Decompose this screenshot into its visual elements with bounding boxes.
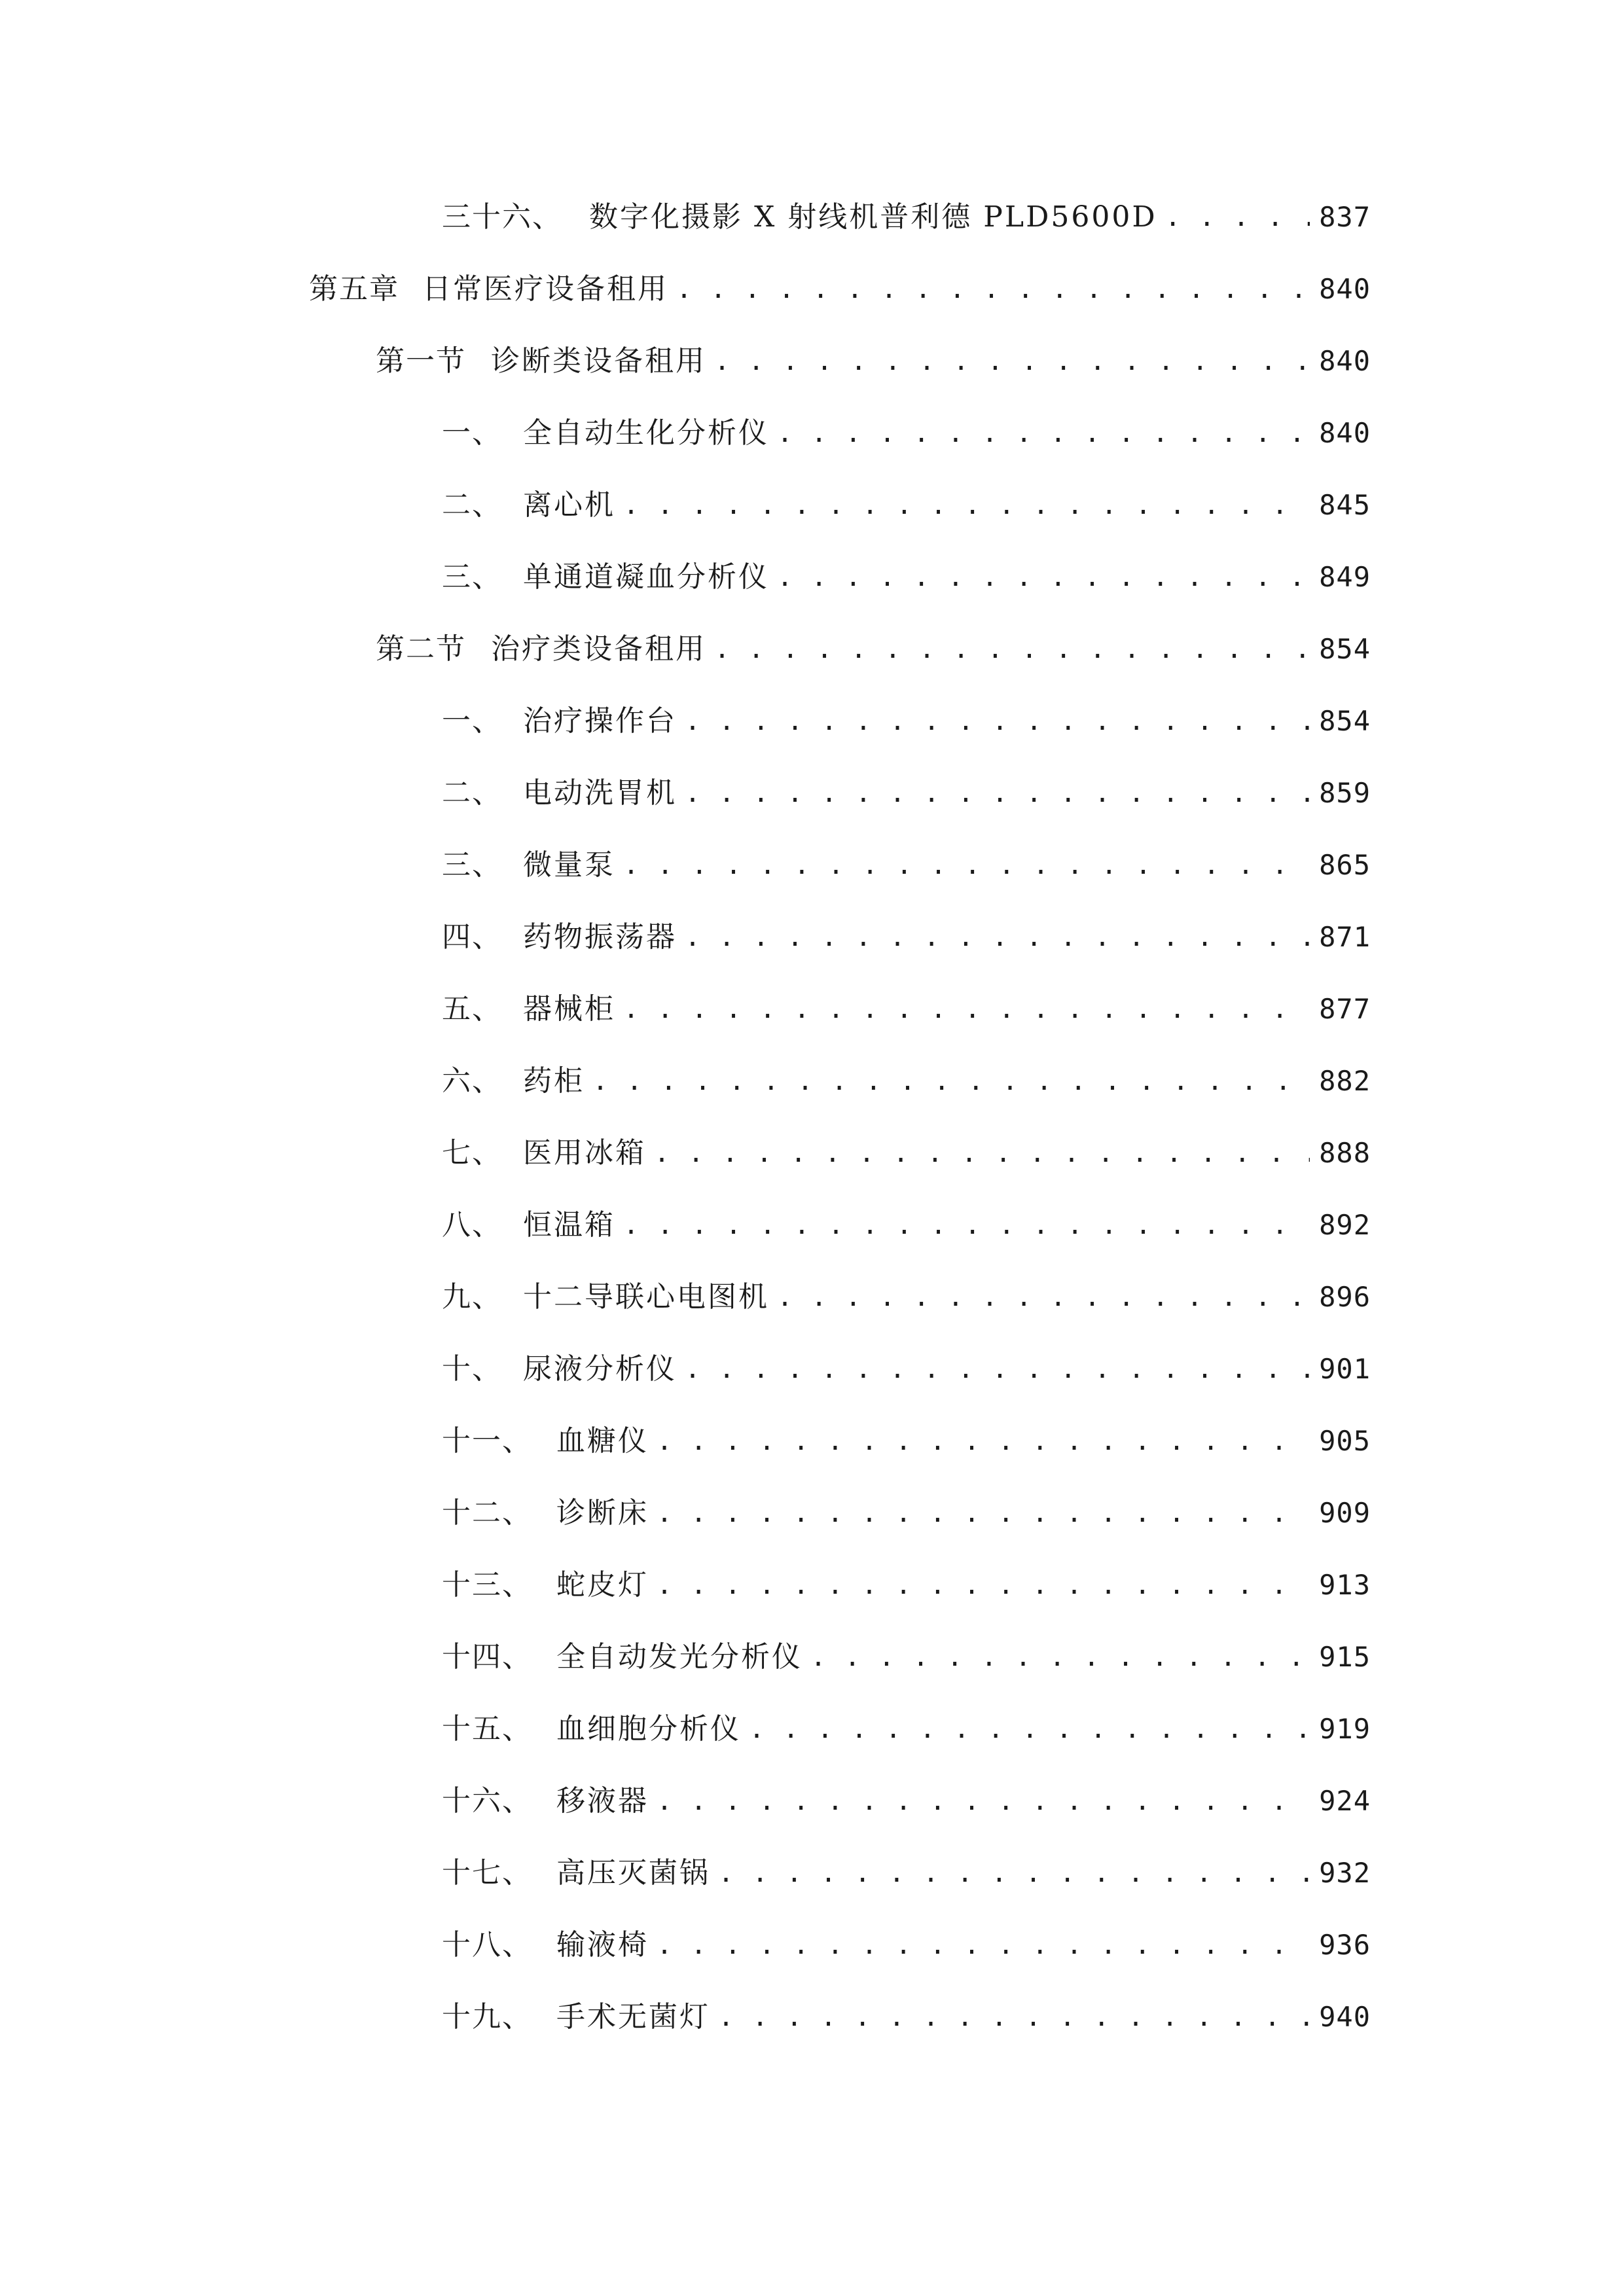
toc-entry-item[interactable]	[442, 914, 1371, 960]
dot-leader	[810, 1634, 1310, 1680]
toc-entry-item[interactable]	[442, 1418, 1371, 1464]
toc-entry-page: 845	[1319, 489, 1371, 521]
dot-leader	[718, 1994, 1310, 2040]
dot-leader	[714, 338, 1310, 384]
toc-entry-title: 尿液分析仪	[523, 1352, 677, 1386]
toc-entry-page: 892	[1319, 1209, 1371, 1241]
toc-entry-title: 药柜	[523, 1064, 585, 1098]
toc-entry-item[interactable]	[442, 482, 1371, 528]
toc-entry-title: 电动洗胃机	[523, 776, 677, 810]
dot-leader	[685, 1346, 1310, 1392]
toc-entry-page: 840	[1319, 273, 1371, 305]
toc-entry-number: 十六、	[442, 1784, 532, 1818]
dot-leader	[657, 1922, 1310, 1968]
dot-leader	[749, 1706, 1310, 1752]
toc-entry-number: 七、	[442, 1136, 502, 1170]
toc-entry-title: 诊断类设备租用	[491, 344, 706, 378]
toc-entry-title: 高压灭菌锅	[556, 1856, 710, 1890]
toc-entry-page: 936	[1319, 1929, 1371, 1961]
toc-entry-number: 一、	[442, 416, 502, 450]
toc-entry-item[interactable]	[442, 1058, 1371, 1104]
dot-leader	[714, 626, 1310, 672]
toc-entry-page: 913	[1319, 1569, 1371, 1601]
toc-entry-title: 手术无菌灯	[556, 2000, 710, 2034]
toc-entry-section-2[interactable]	[376, 626, 1371, 672]
toc-entry-number: 十五、	[442, 1712, 532, 1746]
toc-entry-title: 全自动生化分析仪	[523, 416, 769, 450]
toc-entry-page: 915	[1319, 1641, 1371, 1673]
toc-entry-page: 854	[1319, 705, 1371, 737]
toc-entry-title: 恒温箱	[523, 1208, 615, 1242]
dot-leader	[657, 1490, 1310, 1536]
toc-entry-title: 数字化摄影 X 射线机普利德 PLD5600D	[589, 200, 1157, 234]
dot-leader	[676, 266, 1310, 312]
dot-leader	[623, 482, 1310, 528]
toc-entry-title: 日常医疗设备租用	[422, 272, 668, 306]
toc-entry-number: 十二、	[442, 1496, 532, 1530]
dot-leader	[592, 1058, 1310, 1104]
toc-entry-number: 十九、	[442, 2000, 532, 2034]
toc-entry-item[interactable]	[442, 554, 1371, 600]
toc-entry-number: 十八、	[442, 1928, 532, 1962]
toc-entry-page: 840	[1319, 417, 1371, 449]
dot-leader	[685, 770, 1310, 816]
toc-entry-page: 837	[1319, 201, 1371, 233]
toc-entry-title: 血糖仪	[556, 1424, 649, 1458]
toc-entry-number: 一、	[442, 704, 502, 738]
toc-entry-page: 896	[1319, 1281, 1371, 1313]
toc-entry-page: 909	[1319, 1497, 1371, 1529]
toc-entry-number: 九、	[442, 1280, 502, 1314]
toc-entry-page: 840	[1319, 345, 1371, 377]
toc-entry-number: 四、	[442, 920, 502, 954]
dot-leader	[654, 1130, 1310, 1176]
dot-leader	[718, 1850, 1310, 1896]
toc-entry-title: 诊断床	[556, 1496, 649, 1530]
toc-entry-item-36[interactable]	[442, 194, 1371, 240]
toc-entry-item[interactable]	[442, 1490, 1371, 1536]
toc-entry-number: 第二节	[376, 632, 466, 666]
toc-entry-chapter-5[interactable]	[309, 266, 1371, 312]
toc-entry-item[interactable]	[442, 1994, 1371, 2040]
toc-entry-item[interactable]	[442, 1202, 1371, 1248]
toc-entry-number: 第五章	[309, 272, 399, 306]
toc-entry-item[interactable]	[442, 1634, 1371, 1680]
toc-entry-item[interactable]	[442, 1346, 1371, 1392]
toc-entry-page: 924	[1319, 1785, 1371, 1817]
toc-entry-number: 二、	[442, 488, 502, 522]
dot-leader	[777, 410, 1310, 456]
toc-entry-title: 治疗操作台	[523, 704, 677, 738]
toc-entry-number: 十四、	[442, 1640, 532, 1674]
toc-entry-section-1[interactable]	[376, 338, 1371, 384]
toc-entry-number: 十三、	[442, 1568, 532, 1602]
dot-leader	[685, 698, 1310, 744]
toc-entry-page: 859	[1319, 777, 1371, 809]
toc-entry-number: 六、	[442, 1064, 502, 1098]
toc-entry-page: 940	[1319, 2001, 1371, 2033]
toc-entry-title: 移液器	[556, 1784, 649, 1818]
dot-leader	[657, 1418, 1310, 1464]
toc-entry-page: 871	[1319, 921, 1371, 953]
toc-entry-title: 微量泵	[523, 848, 615, 882]
toc-entry-item[interactable]	[442, 1562, 1371, 1608]
toc-entry-number: 第一节	[376, 344, 466, 378]
dot-leader	[657, 1778, 1310, 1824]
toc-entry-number: 五、	[442, 992, 502, 1026]
toc-entry-number: 十一、	[442, 1424, 532, 1458]
toc-entry-number: 十、	[442, 1352, 502, 1386]
toc-entry-page: 849	[1319, 561, 1371, 593]
dot-leader	[1165, 194, 1310, 240]
toc-entry-item[interactable]	[442, 986, 1371, 1032]
toc-entry-item[interactable]	[442, 770, 1371, 816]
dot-leader	[623, 842, 1310, 888]
toc-entry-page: 854	[1319, 633, 1371, 665]
dot-leader	[777, 554, 1310, 600]
toc-entry-title: 输液椅	[556, 1928, 649, 1962]
dot-leader	[623, 1202, 1310, 1248]
toc-entry-page: 919	[1319, 1713, 1371, 1745]
toc-entry-page: 932	[1319, 1857, 1371, 1889]
dot-leader	[777, 1274, 1310, 1320]
toc-entry-title: 单通道凝血分析仪	[523, 560, 769, 594]
toc-entry-title: 治疗类设备租用	[491, 632, 706, 666]
toc-entry-item[interactable]	[442, 842, 1371, 888]
toc-entry-number: 三、	[442, 560, 502, 594]
toc-entry-number: 三、	[442, 848, 502, 882]
toc-entry-title: 蛇皮灯	[556, 1568, 649, 1602]
toc-entry-item[interactable]	[442, 410, 1371, 456]
toc-entry-item[interactable]	[442, 1706, 1371, 1752]
toc-entry-page: 882	[1319, 1065, 1371, 1097]
toc-entry-title: 血细胞分析仪	[556, 1712, 741, 1746]
toc-entry-item[interactable]	[442, 1850, 1371, 1896]
toc-entry-item[interactable]	[442, 698, 1371, 744]
toc-entry-number: 八、	[442, 1208, 502, 1242]
toc-entry-number: 十七、	[442, 1856, 532, 1890]
toc-entry-page: 901	[1319, 1353, 1371, 1385]
toc-entry-title: 全自动发光分析仪	[556, 1640, 803, 1674]
toc-entry-item[interactable]	[442, 1922, 1371, 1968]
toc-entry-page: 888	[1319, 1137, 1371, 1169]
toc-entry-item[interactable]	[442, 1778, 1371, 1824]
toc-entry-title: 药物振荡器	[523, 920, 677, 954]
toc-entry-title: 离心机	[523, 488, 615, 522]
toc-entry-title: 器械柜	[523, 992, 615, 1026]
dot-leader	[685, 914, 1310, 960]
toc-entry-item[interactable]	[442, 1274, 1371, 1320]
toc-entry-page: 905	[1319, 1425, 1371, 1457]
toc-entry-number: 二、	[442, 776, 502, 810]
dot-leader	[623, 986, 1310, 1032]
toc-entry-number: 三十六、	[442, 200, 562, 234]
toc-entry-item[interactable]	[442, 1130, 1371, 1176]
toc-entry-title: 医用冰箱	[523, 1136, 646, 1170]
toc-entry-title: 十二导联心电图机	[523, 1280, 769, 1314]
toc-entry-page: 865	[1319, 849, 1371, 881]
dot-leader	[657, 1562, 1310, 1608]
toc-entry-page: 877	[1319, 993, 1371, 1025]
